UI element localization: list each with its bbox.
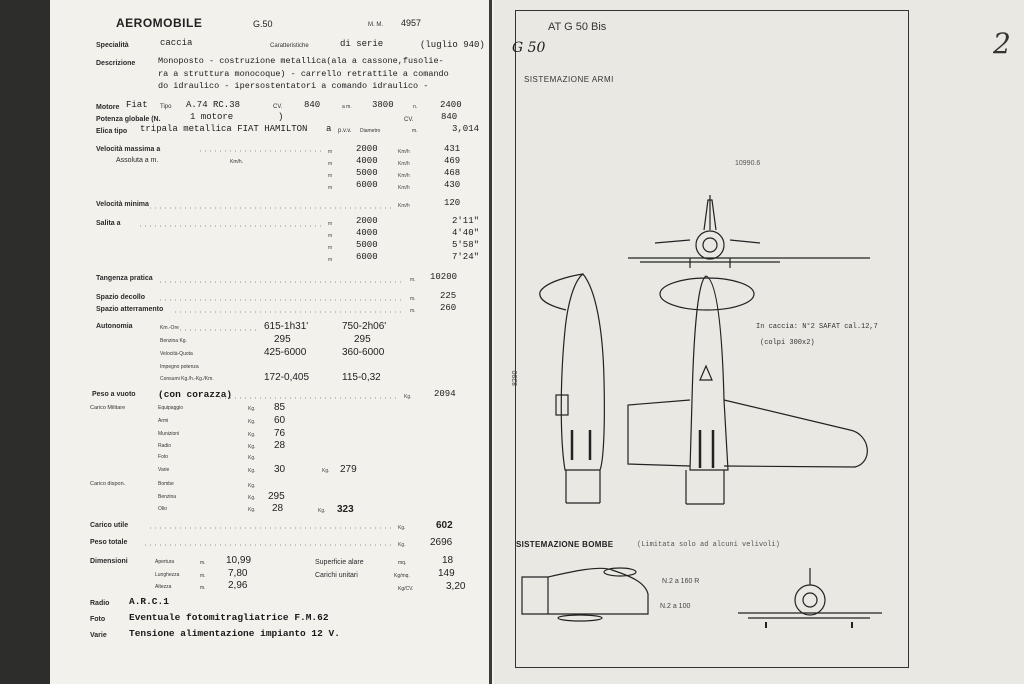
motore-cv: 840 [304, 100, 321, 110]
handwritten-g50: G 50 [512, 40, 546, 56]
velmin-unit: Km/h [398, 203, 410, 209]
velmax-label: Velocità massima a [96, 146, 161, 153]
page-number: 2 [993, 27, 1011, 60]
bombe-title: SISTEMAZIONE BOMBE [516, 540, 614, 549]
m-label: m [328, 149, 333, 155]
descrizione-line3: do idraulico - ipersostentatori a comando idraulico - [158, 81, 429, 91]
elica-label: Elica tipo [96, 128, 128, 135]
top-view-drawing [628, 276, 867, 504]
armi-note1: In caccia: N°2 SAFAT cal.12,7 [756, 323, 878, 331]
potenza-value: 1 motore [190, 112, 234, 122]
mm-value: 4957 [401, 18, 422, 28]
atterramento-unit: m. [410, 308, 416, 314]
dim-side: 8290 [512, 370, 519, 386]
cm-item-name: Radio [158, 443, 172, 449]
velmax-kmh: Km/h. [230, 159, 244, 165]
autonomia-c1-velquota: 425-6000 [264, 347, 307, 358]
tangenza-label: Tangenza pratica [96, 275, 153, 282]
salita-alt: 4000 [356, 228, 378, 238]
potenza-label: Potenza globale (N. [96, 116, 161, 123]
salita-time: 4'40" [452, 228, 480, 238]
cm-item-unit: Kg. [248, 444, 256, 450]
specialita-value: caccia [160, 38, 193, 48]
radio-value: A.R.C.1 [129, 596, 169, 607]
specialita-label: Specialità [96, 42, 129, 49]
salita-alt: 2000 [356, 216, 378, 226]
peso-vuoto-unit: Kg. [404, 394, 412, 400]
carichi-value1: 149 [438, 568, 455, 579]
carichi-unit1: Kg/mq. [394, 573, 410, 579]
n-label: n. [413, 104, 418, 110]
elica-diam-label: Diametro [360, 128, 381, 134]
elica-value: tripala metallica FIAT HAMILTON [140, 124, 308, 134]
cd-item-name: Benzina [158, 494, 177, 500]
velmin-label: Velocità minima [96, 201, 149, 208]
autonomia-c2-kmore: 750-2h06' [342, 321, 387, 332]
carichi-unit2: Kg/CV. [398, 586, 414, 592]
elica-pvp: p.v.v. [338, 128, 352, 134]
cm-item-name: Equipaggio [158, 405, 184, 411]
mm-label: M. M. [368, 22, 383, 28]
autonomia-sub1: Km.-Ore [160, 325, 179, 331]
kmh-unit: Km/h [398, 149, 410, 155]
velmax-alt: 6000 [356, 180, 378, 190]
potenza-paren: ) [278, 112, 284, 122]
carico-utile-unit: Kg. [398, 525, 406, 531]
cm-item-unit: Kg. [248, 432, 256, 438]
cm-total: 279 [340, 464, 357, 475]
sheet-title: AT G 50 Bis [548, 21, 607, 33]
kmh-unit: Km/h [398, 185, 410, 191]
peso-totale-label: Peso totale [90, 539, 128, 546]
cm-item-name: Varie [158, 467, 170, 473]
bomb-front-view-drawing [738, 568, 882, 628]
motore-brand: Fiat [126, 100, 148, 110]
cd-item-unit: Kg. [248, 507, 256, 513]
velmax-alt: 4000 [356, 156, 378, 166]
foto-value: Eventuale fotomitragliatrice F.M.62 [129, 612, 329, 623]
cm-item-value: 30 [274, 464, 286, 475]
salita-time: 7'24" [452, 252, 480, 262]
carichi-label: Carichi unitari [315, 572, 358, 579]
elica-diam: 3,014 [452, 124, 480, 134]
autonomia-c2-consumi: 115-0,32 [342, 372, 381, 383]
cm-item-value: 76 [274, 428, 286, 439]
carico-utile-value: 602 [436, 520, 453, 531]
velmax-alt: 2000 [356, 144, 378, 154]
lunghezza-label: Lunghezza [155, 572, 180, 578]
cm-item-value: 28 [274, 440, 286, 451]
cd-item-name: Bombe [158, 481, 174, 487]
m-label: m [328, 257, 333, 263]
autonomia-c2-benzina: 295 [354, 334, 371, 345]
bombe-note: (Limitata solo ad alcuni velivoli) [637, 541, 780, 549]
date-value: (luglio 940) [420, 40, 485, 50]
velmax-speed: 430 [444, 180, 461, 190]
elica-a: a [326, 124, 332, 134]
descrizione-line1: Monoposto - costruzione metallica(ala a cassone,fusolie- [158, 56, 444, 66]
cd-item-value: 28 [272, 503, 284, 514]
cm-item-value: 60 [274, 415, 286, 426]
am-label: a m. [342, 104, 352, 110]
radio-label: Radio [90, 600, 110, 607]
superficie-value: 18 [442, 555, 454, 566]
decollo-label: Spazio decollo [96, 294, 146, 301]
m-label: m [328, 245, 333, 251]
m-label: m [328, 161, 333, 167]
dimensioni-label: Dimensioni [90, 558, 128, 565]
apertura-value: 10,99 [226, 555, 252, 566]
front-view-drawing [628, 195, 870, 268]
velmax-speed: 469 [444, 156, 461, 166]
varie-label: Varie [90, 632, 107, 639]
velmax-speed: 468 [444, 168, 461, 178]
salita-label: Salita a [96, 220, 121, 227]
bomb-side-view-drawing [522, 568, 648, 621]
superficie-unit: mq. [398, 560, 407, 566]
motore-n: 2400 [440, 100, 462, 110]
kmh-unit: Km/h [398, 173, 410, 179]
apertura-label: Apertura [155, 559, 175, 565]
autonomia-c1-kmore: 615-1h31' [264, 321, 309, 332]
salita-alt: 6000 [356, 252, 378, 262]
cv-label: CV. [273, 104, 283, 110]
cm-item-unit: Kg. [248, 455, 256, 461]
apertura-unit: m. [200, 560, 206, 566]
potenza-cv: 840 [441, 112, 458, 122]
caratteristiche-label: Caratteristiche [270, 43, 309, 49]
carico-utile-label: Carico utile [90, 522, 129, 529]
descrizione-label: Descrizione [96, 60, 136, 67]
dim-top: 10990.6 [735, 160, 761, 167]
autonomia-sub4: Impegno potenza [160, 364, 199, 370]
decollo-value: 225 [440, 291, 457, 301]
carichi-value2: 3,20 [446, 581, 466, 592]
motore-tipo: A.74 RC.38 [186, 100, 241, 110]
bomb2-label: N.2 a 100 [660, 603, 691, 610]
potenza-cv-label: CV. [404, 117, 414, 123]
armi-note2: (colpi 300x2) [760, 339, 815, 347]
altezza-label: Altezza [155, 584, 172, 590]
autonomia-c1-benzina: 295 [274, 334, 291, 345]
m-label: m [328, 185, 333, 191]
lunghezza-unit: m. [200, 573, 206, 579]
m-label: m [328, 233, 333, 239]
peso-vuoto-value: 2094 [434, 389, 456, 399]
cd-total-unit: Kg. [318, 508, 326, 514]
cm-item-name: Armi [158, 418, 169, 424]
autonomia-sub5: Consumi Kg./h.-Kg./Km. [160, 376, 214, 382]
autonomia-sub2: Benzina Kg. [160, 338, 187, 344]
m-label: m [328, 221, 333, 227]
atterramento-label: Spazio atterramento [96, 306, 164, 313]
autonomia-sub3: Velocità-Quota [160, 351, 193, 357]
armi-title: SISTEMAZIONE ARMI [524, 75, 614, 84]
side-view-drawing [540, 274, 605, 503]
cm-item-name: Munizioni [158, 431, 180, 437]
tangenza-value: 10200 [430, 272, 458, 282]
salita-alt: 5000 [356, 240, 378, 250]
varie-value: Tensione alimentazione impianto 12 V. [129, 628, 340, 639]
cd-item-name: Olio [158, 506, 167, 512]
motore-label: Motore [96, 104, 120, 111]
aircraft-model: G.50 [253, 19, 273, 29]
salita-time: 2'11" [452, 216, 480, 226]
carico-disp-label: Carico dispon. [90, 481, 126, 487]
salita-time: 5'58" [452, 240, 480, 250]
m-label: m [328, 173, 333, 179]
cm-item-unit: Kg. [248, 406, 256, 412]
superficie-label: Superficie alare [315, 559, 364, 566]
peso-vuoto-label: Peso a vuoto [92, 391, 136, 398]
cd-item-unit: Kg. [248, 495, 256, 501]
peso-totale-unit: Kg. [398, 542, 406, 548]
peso-totale-value: 2696 [430, 537, 453, 548]
decollo-unit: m. [410, 296, 416, 302]
velmin-value: 120 [444, 198, 461, 208]
elica-m-label: m. [412, 128, 418, 134]
bomb1-label: N.2 a 160 R [662, 578, 700, 585]
cm-item-value: 85 [274, 402, 286, 413]
cd-item-value: 295 [268, 491, 285, 502]
peso-vuoto-note: (con corazza) [158, 389, 233, 400]
cd-item-unit: Kg. [248, 483, 256, 489]
descrizione-line2: ra a struttura monocoque) - carrello retrattile a comando [158, 69, 449, 79]
altezza-unit: m. [200, 585, 206, 591]
lunghezza-value: 7,80 [228, 568, 248, 579]
cm-item-unit: Kg. [248, 419, 256, 425]
doc-title: AEROMOBILE [116, 16, 203, 30]
kmh-unit: Km/h [398, 161, 410, 167]
tipo-label: Tipo [160, 104, 172, 110]
velmax-alt: 5000 [356, 168, 378, 178]
carico-militare-label: Carico Militare [90, 405, 126, 411]
cm-item-name: Foto [158, 454, 169, 460]
autonomia-c1-consumi: 172-0,405 [264, 372, 310, 383]
motore-am: 3800 [372, 100, 394, 110]
cm-item-unit: Kg. [248, 468, 256, 474]
velmax-label2: Assoluta a m. [116, 157, 159, 164]
cd-total: 323 [337, 504, 354, 515]
foto-label: Foto [90, 616, 106, 623]
atterramento-value: 260 [440, 303, 457, 313]
caratteristiche-value: di serie [340, 39, 384, 49]
tangenza-unit: m. [410, 277, 416, 283]
altezza-value: 2,96 [228, 580, 248, 591]
autonomia-label: Autonomia [96, 323, 133, 330]
velmax-speed: 431 [444, 144, 461, 154]
autonomia-c2-velquota: 360-6000 [342, 347, 385, 358]
cm-total-unit: Kg. [322, 468, 330, 474]
